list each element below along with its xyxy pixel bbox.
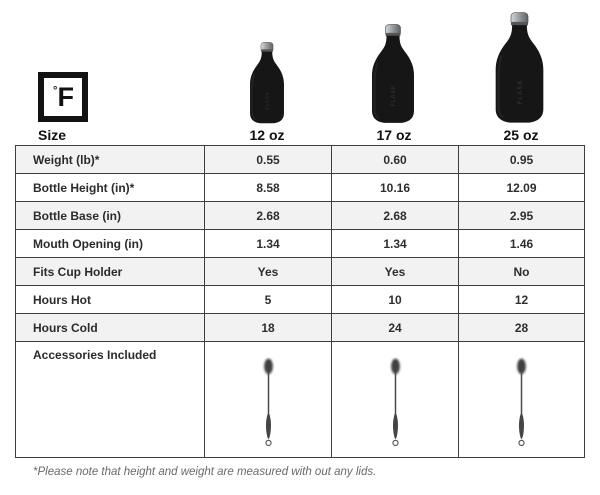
column-header-12oz: 12 oz	[249, 127, 285, 143]
accessory-cell	[458, 342, 584, 457]
bottle-brand-mark: FLASK	[390, 84, 398, 107]
bottle-25oz-image	[490, 12, 549, 125]
table-row-weight	[16, 146, 584, 174]
column-header-25oz: 25 oz	[503, 127, 539, 143]
bottle-17oz-image	[367, 24, 419, 125]
bottle-brand-mark: FLASK	[264, 91, 270, 110]
row-label: Weight (lb)*	[33, 152, 100, 167]
accessory-cell	[331, 342, 458, 457]
bottle-brand-mark: FLASK	[516, 79, 524, 105]
row-label: Mouth Opening (in)	[33, 236, 143, 251]
spec-value: 0.60	[331, 146, 458, 173]
spec-value: 28	[458, 314, 584, 341]
spec-comparison-table	[15, 145, 585, 458]
row-label: Bottle Base (in)	[33, 208, 122, 223]
spec-value: Yes	[331, 258, 458, 285]
spec-value: No	[458, 258, 584, 285]
spec-value: 10.16	[331, 174, 458, 201]
spec-value: 10	[331, 286, 458, 313]
column-header-17oz: 17 oz	[376, 127, 412, 143]
spec-value: 0.95	[458, 146, 584, 173]
degree-f-logo	[38, 72, 88, 122]
table-row-hours-cold	[16, 314, 584, 342]
spec-value: 2.95	[458, 202, 584, 229]
table-row-cup-holder	[16, 258, 584, 286]
size-column-header: Size	[38, 127, 67, 143]
spec-value: 1.46	[458, 230, 584, 257]
row-label: Bottle Height (in)*	[33, 180, 135, 195]
spec-value: Yes	[204, 258, 331, 285]
accessory-cell	[204, 342, 331, 457]
bottle-brush-icon	[512, 357, 531, 449]
spec-value: 8.58	[204, 174, 331, 201]
table-row-hours-hot	[16, 286, 584, 314]
spec-value: 2.68	[331, 202, 458, 229]
row-label: Hours Cold	[33, 320, 98, 335]
bottle-icon	[246, 42, 288, 125]
row-label: Fits Cup Holder	[33, 264, 123, 279]
table-row-base	[16, 202, 584, 230]
logo-letter-f: F	[57, 81, 73, 112]
table-row-height	[16, 174, 584, 202]
spec-value: 12.09	[458, 174, 584, 201]
spec-value: 1.34	[204, 230, 331, 257]
spec-value: 24	[331, 314, 458, 341]
bottle-brush-icon	[386, 357, 405, 449]
footnote: *Please note that height and weight are measured with out any lids.	[33, 466, 377, 478]
table-row-accessories	[16, 342, 584, 457]
spec-value: 0.55	[204, 146, 331, 173]
spec-value: 18	[204, 314, 331, 341]
spec-value: 2.68	[204, 202, 331, 229]
bottle-brush-icon	[259, 357, 278, 449]
table-row-mouth-opening	[16, 230, 584, 258]
spec-value: 12	[458, 286, 584, 313]
spec-value: 1.34	[331, 230, 458, 257]
row-label: Hours Hot	[33, 292, 91, 307]
row-label: Accessories Included	[33, 348, 157, 362]
bottle-icon	[367, 24, 419, 125]
logo-degree-symbol: °	[53, 85, 58, 97]
bottle-12oz-image	[246, 42, 288, 125]
bottle-icon	[490, 12, 549, 125]
spec-value: 5	[204, 286, 331, 313]
